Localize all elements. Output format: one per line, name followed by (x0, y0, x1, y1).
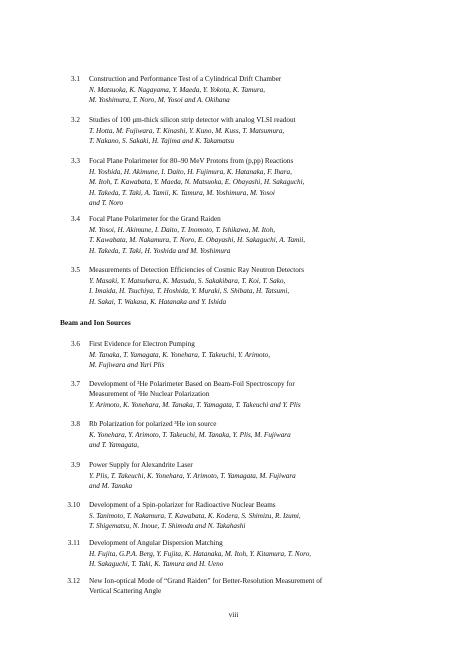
entry-title: Development of Angular Dispersion Matching (89, 539, 223, 547)
entry-title: Construction and Performance Test of a Cylindrical Drift Chamber (89, 75, 282, 83)
entry-authors: T. Hotta, M. Fujiwara, T. Kinashi, Y. Kuno, M. Kuss, T. Matsumura, T. Nakano, S. Sakaki, H. Tajima and K. Takamatsu (89, 127, 285, 146)
entry-authors: H. Yoshida, H. Akimune, I. Daito, H. Fujimura, K. Hatanaka, F. Ihara, M. Itoh, T. Kawabata, Y. Maeda, N. Matsuoka, E. Obayashi, H. Sakaguchi, H. Takeda, T. Taki, A. Tamii, K. Tamura, M. Yoshimura, M. Yosoi and T. Noro (89, 168, 305, 208)
entry-number: 3.5 (71, 266, 80, 274)
entry-authors: M. Tanaka, T. Yamagata, K. Yonehara, T. Takeuchi, Y. Arimoto, M. Fujiwara and Yuri Plis (89, 351, 270, 370)
entry-title: Focal Plane Polarimeter for 80–90 MeV Protons from (p,pp) Reactions (89, 157, 294, 165)
entry-title-continued: Vertical Scattering Angle (89, 587, 162, 595)
entry-title: Studies of 100 μm-thick silicon strip detector with analog VLSI readout (89, 116, 296, 124)
section-heading: Beam and Ion Sources (60, 318, 131, 327)
entry-authors: Y. Plis, T. Takeuchi, K. Yonehara, Y. Arimoto, T. Yamagata, M. Fujiwara and M. Tanaka (89, 472, 296, 491)
entry-title: First Evidence for Electron Pumping (89, 340, 195, 348)
entry-title: Focal Plane Polarimeter for the Grand Raiden (89, 215, 221, 223)
entry-title-continued: Measurement of ³He Nuclear Polarization (89, 390, 210, 398)
entry-authors: H. Fujita, G.P.A. Berg, Y. Fujita, K. Hatanaka, M. Itoh, Y. Kitamura, T. Noro, H. Sakaguchi, T. Taki, K. Tamura and H. Ueno (89, 550, 312, 569)
entry-number: 3.12 (67, 577, 80, 585)
entry-title: Rb Polarization for polarized ³He ion source (89, 420, 217, 428)
entry-title: Development of ³He Polarimeter Based on Beam-Foil Spectroscopy for (89, 380, 295, 388)
entry-authors: S. Tanimoto, T. Nakamura, T. Kawabata, K. Kodera, S. Shimizu, R. Izumi, T. Shigematsu, N. Inoue, T. Shimoda and N. Takahashi (89, 512, 301, 531)
entry-number: 3.1 (71, 75, 80, 83)
entry-title: Development of a Spin-polarizer for Radioactive Nuclear Beams (89, 501, 276, 509)
entry-title: Power Supply for Alexandrite Laser (89, 461, 193, 469)
entry-authors: M. Yosoi, H. Akimune, I. Daito, T. Inomoto, T. Ishikawa, M. Itoh, T. Kawabata, M. Nakamura, T. Noro, E. Obayashi, H. Sakaguchi, A. Tamii, H. Takeda, T. Taki, H. Yoshida and M. Yoshimura (89, 226, 306, 255)
entry-number: 3.9 (71, 461, 80, 469)
entry-number: 3.2 (71, 116, 80, 124)
entry-authors: Y. Masaki, Y. Matsuhara, K. Masuda, S. Sakakibara, T. Koi, T. Sako, I. Imaida, H. Tsuchiya, T. Hoshida, Y. Muraki, S. Shibata, H. Tatsumi, H. Sakai, T. Wakasa, K. Hatanaka and Y. Ishida (89, 277, 290, 306)
entry-title: New Ion-optical Mode of “Grand Raiden” for Better-Resolution Measurement of (89, 577, 323, 585)
entry-number: 3.8 (71, 420, 80, 428)
entry-number: 3.7 (71, 380, 80, 388)
entry-authors: Y. Arimoto, K. Yonehara, M. Tanaka, T. Yamagata, T. Takeuchi and Y. Plis (89, 401, 301, 409)
entry-authors: N. Matsuoka, K. Nagayama, Y. Maeda, Y. Yokota, K. Tamura, M. Yoshimura, T. Noro, M. Yosoi and A. Okihana (89, 86, 266, 105)
page-number: viii (228, 610, 239, 619)
entry-number: 3.4 (71, 215, 80, 223)
entry-number: 3.11 (67, 539, 80, 547)
entry-number: 3.10 (67, 501, 80, 509)
entry-number: 3.6 (71, 340, 80, 348)
entry-title: Measurements of Detection Efficiencies of Cosmic Ray Neutron Detectors (89, 266, 305, 274)
entry-authors: K. Yonehara, Y. Arimoto, T. Takeuchi, M. Tanaka, Y. Plis, M. Fujiwara and T. Yamagata, (89, 431, 291, 450)
entry-number: 3.3 (71, 157, 80, 165)
